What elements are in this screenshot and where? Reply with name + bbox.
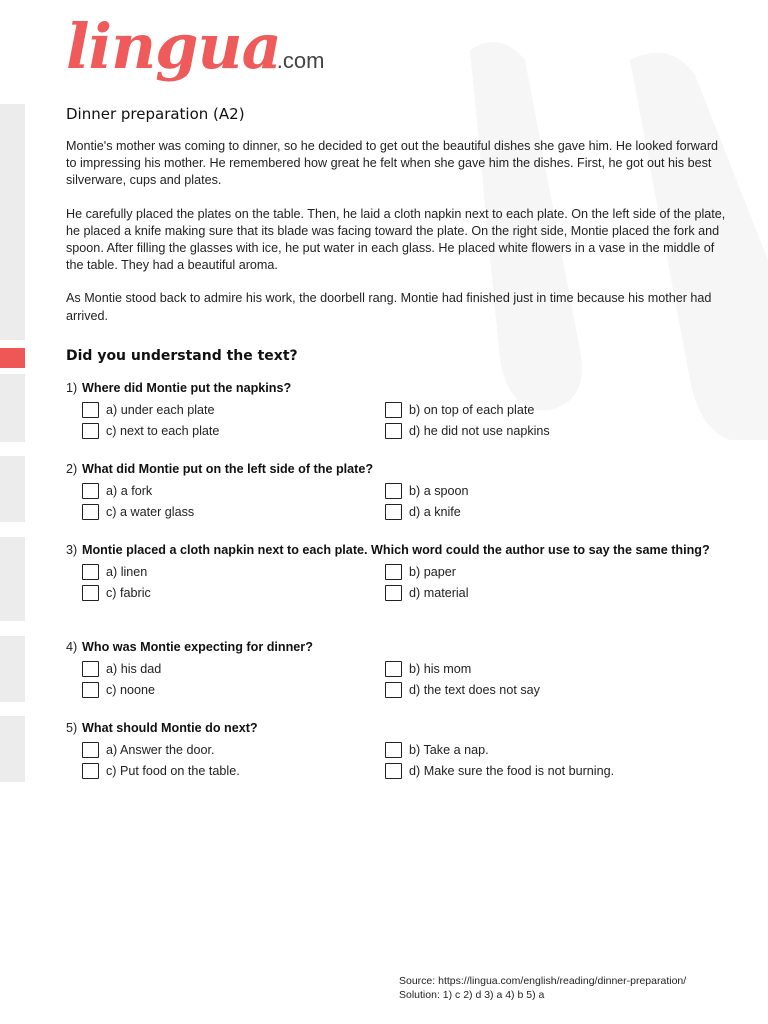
checkbox[interactable] bbox=[385, 763, 402, 779]
option-label: d) Make sure the food is not burning. bbox=[409, 764, 615, 778]
option-c[interactable] bbox=[82, 584, 385, 602]
side-tab bbox=[0, 716, 25, 782]
option-label: c) fabric bbox=[106, 586, 151, 600]
checkbox[interactable] bbox=[82, 423, 99, 439]
option-label: c) Put food on the table. bbox=[106, 764, 240, 778]
checkbox[interactable] bbox=[385, 504, 402, 520]
checkbox[interactable] bbox=[385, 742, 402, 758]
side-tab bbox=[0, 537, 25, 621]
option-b[interactable] bbox=[385, 660, 685, 678]
passage-paragraph: As Montie stood back to admire his work, the doorbell rang. Montie had finished just in time because his mother had arrived. bbox=[66, 291, 712, 323]
passage-paragraph: Montie's mother was coming to dinner, so he decided to get out the beautiful dishes she gave him. He looked forward to impressing his mother. He remembered how great he felt when she gave him the dishes. First, he got out his best silverware, cups and plates. bbox=[66, 139, 719, 188]
option-c[interactable] bbox=[82, 681, 385, 699]
checkbox[interactable] bbox=[385, 585, 402, 601]
checkbox[interactable] bbox=[82, 504, 99, 520]
checkbox[interactable] bbox=[82, 763, 99, 779]
option-label: b) paper bbox=[409, 565, 456, 579]
checkbox[interactable] bbox=[385, 661, 402, 677]
option-a[interactable] bbox=[82, 660, 385, 678]
side-tab-accent bbox=[0, 348, 25, 368]
option-d[interactable] bbox=[385, 762, 685, 780]
option-a[interactable] bbox=[82, 563, 385, 581]
question-3 bbox=[66, 542, 726, 602]
checkbox[interactable] bbox=[385, 682, 402, 698]
question-number: 3) bbox=[66, 543, 78, 557]
question-4 bbox=[66, 639, 726, 699]
option-label: a) Answer the door. bbox=[106, 743, 215, 757]
checkbox[interactable] bbox=[82, 585, 99, 601]
footer bbox=[399, 974, 686, 1002]
checkbox[interactable] bbox=[385, 402, 402, 418]
option-label: d) the text does not say bbox=[409, 683, 540, 697]
option-b[interactable] bbox=[385, 482, 685, 500]
checkbox[interactable] bbox=[82, 742, 99, 758]
option-a[interactable] bbox=[82, 401, 385, 419]
question-2 bbox=[66, 461, 726, 521]
option-label: c) noone bbox=[106, 683, 156, 697]
checkbox[interactable] bbox=[82, 564, 99, 580]
quiz-section-title: Did you understand the text? bbox=[66, 348, 298, 364]
side-tab bbox=[0, 104, 25, 340]
option-c[interactable] bbox=[82, 503, 385, 521]
option-c[interactable] bbox=[82, 422, 385, 440]
checkbox[interactable] bbox=[385, 564, 402, 580]
option-d[interactable] bbox=[385, 503, 685, 521]
checkbox[interactable] bbox=[82, 682, 99, 698]
question-number: 1) bbox=[66, 381, 78, 395]
checkbox[interactable] bbox=[82, 402, 99, 418]
checkbox[interactable] bbox=[385, 423, 402, 439]
option-d[interactable] bbox=[385, 681, 685, 699]
option-c[interactable] bbox=[82, 762, 385, 780]
question-text: What did Montie put on the left side of the plate? bbox=[82, 462, 374, 476]
option-label: b) his mom bbox=[409, 662, 472, 676]
checkbox[interactable] bbox=[385, 483, 402, 499]
option-d[interactable] bbox=[385, 584, 685, 602]
option-label: a) under each plate bbox=[106, 403, 215, 417]
question-number: 5) bbox=[66, 721, 78, 735]
side-tab bbox=[0, 374, 25, 442]
option-label: a) a fork bbox=[106, 484, 153, 498]
option-label: c) next to each plate bbox=[106, 424, 220, 438]
option-b[interactable] bbox=[385, 401, 685, 419]
option-label: a) linen bbox=[106, 565, 148, 579]
question-text: What should Montie do next? bbox=[82, 721, 258, 735]
question-text: Who was Montie expecting for dinner? bbox=[82, 640, 313, 654]
option-label: a) his dad bbox=[106, 662, 162, 676]
option-b[interactable] bbox=[385, 563, 685, 581]
option-a[interactable] bbox=[82, 741, 385, 759]
option-label: d) a knife bbox=[409, 505, 461, 519]
question-1 bbox=[66, 380, 726, 440]
lingua-logo bbox=[66, 10, 325, 83]
logo-suffix: .com bbox=[276, 48, 325, 73]
side-tab bbox=[0, 636, 25, 702]
question-number: 4) bbox=[66, 640, 78, 654]
reading-passage bbox=[66, 138, 726, 341]
question-5 bbox=[66, 720, 726, 780]
page-title: Dinner preparation (A2) bbox=[66, 105, 245, 123]
checkbox[interactable] bbox=[82, 483, 99, 499]
option-label: c) a water glass bbox=[106, 505, 195, 519]
question-text: Where did Montie put the napkins? bbox=[82, 381, 292, 395]
option-label: d) material bbox=[409, 586, 469, 600]
option-d[interactable] bbox=[385, 422, 685, 440]
option-label: b) on top of each plate bbox=[409, 403, 535, 417]
option-label: b) Take a nap. bbox=[409, 743, 489, 757]
option-label: b) a spoon bbox=[409, 484, 469, 498]
option-label: d) he did not use napkins bbox=[409, 424, 550, 438]
solution-line: Solution: 1) c 2) d 3) a 4) b 5) a bbox=[399, 989, 545, 1001]
option-b[interactable] bbox=[385, 741, 685, 759]
passage-paragraph: He carefully placed the plates on the table. Then, he laid a cloth napkin next to each plate. On the left side of the plate, he placed a knife making sure that its blade was facing toward the plate. On the right side, Montie placed the fork and spoon. After filling the glasses with ice, he put water in each glass. He placed white flowers in a vase in the middle of the table. They had a beautiful aroma. bbox=[66, 206, 726, 273]
source-line: Source: https://lingua.com/english/reading/dinner-preparation/ bbox=[399, 975, 687, 987]
side-tab bbox=[0, 456, 25, 522]
logo-brand: lingua bbox=[66, 10, 281, 83]
question-text: Montie placed a cloth napkin next to each plate. Which word could the author use to say the same thing? bbox=[82, 543, 710, 557]
question-number: 2) bbox=[66, 462, 78, 476]
checkbox[interactable] bbox=[82, 661, 99, 677]
option-a[interactable] bbox=[82, 482, 385, 500]
